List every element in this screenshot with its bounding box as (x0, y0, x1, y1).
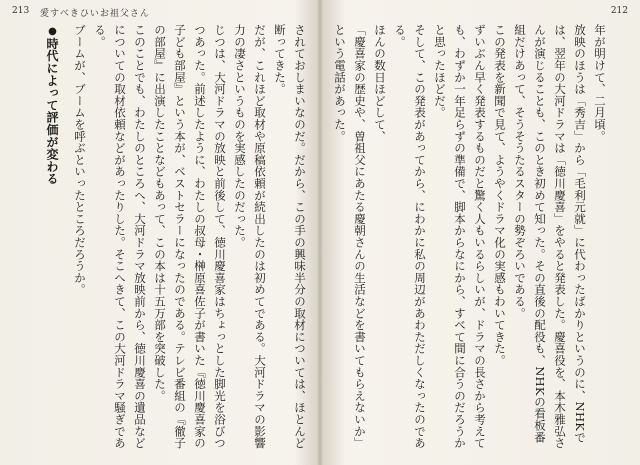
paragraph: ブームが、ブームを呼ぶといったところだろうか。 (73, 24, 87, 296)
paragraph: 放映のほうは「秀吉」から「毛利元就」に代わったばかりというのに、NHKでは、翌年の大河ドラマは「徳川慶喜」をやると発表した。慶喜役を、本木雅弘さんが演じることも、このとき初めて知った。その直後の配役も、NHKの看板番組だけあって、そうそうたるスターの勢ぞろいである。 (513, 24, 587, 449)
page-number-right: 212 (610, 6, 628, 16)
section-heading-text: 時代によって評価が変わる (45, 37, 59, 185)
paragraph: という電話があった。 (333, 24, 347, 142)
right-page (322, 0, 640, 465)
paragraph: この発表を新聞で見て、ようやくドラマ化の実感もわいてきた。 (493, 24, 507, 367)
left-page-body (30, 24, 310, 451)
section-marker-icon: ● (47, 26, 58, 38)
quote: 「慶喜家の歴史や、曽祖父にあたる慶朝さんの生活などを書いてもらえないか」 (353, 24, 367, 449)
paragraph: ずいぶん早く発表するものだと驚く人もいるらしいが、ドラマの長さから考えても、わずか一年足らずの準備で、脚本からなにから、すべて間に合うのだろうかと思ったほどだ。 (433, 24, 487, 449)
paragraph (30, 24, 34, 451)
page-number-left: 213 (12, 6, 30, 16)
right-page-body (330, 24, 610, 451)
left-page (0, 0, 318, 465)
paragraph: そして、この発表があってから、にわかに私の周辺があわただしくなったのである。 (393, 24, 427, 449)
paragraph: されておしまいなのだ。だから、この手の興味半分の取材については、ほとんど断ってきた。 (273, 24, 307, 449)
paragraph: じつは、大河ドラマの放映と前後して、徳川慶喜家はちょっとした脚光を浴びつつあった。前述したように、わたしの叔母・榊原喜佐子が書いた『徳川慶喜家の子ども部屋』という本が、ベストセラーになったのである。テレビ番組の『徹子の部屋』に出演したことなどもあって、この本は十五万部を突破した。 (153, 24, 227, 449)
running-head-title: 愛すべきひいお祖父さん (40, 9, 150, 19)
section-heading (42, 24, 62, 451)
paragraph: だが、これほど取材や原稿依頼が続出したのは初めてである。大河ドラマの影響力の凄さというものを実感したのだった。 (233, 24, 267, 449)
paragraph: このことでも、わたしのところへ、大河ドラマ放映前から、徳川慶喜の遺品などについての取材依頼などがあったりした。そこへきて、この大河ドラマ騒ぎである。 (93, 24, 147, 449)
section-spacer (34, 24, 42, 451)
paragraph: ほんの数日ほどして、 (373, 24, 387, 142)
paragraph: 年が明けて、二月頃。 (593, 24, 607, 142)
section-spacer (62, 24, 70, 451)
